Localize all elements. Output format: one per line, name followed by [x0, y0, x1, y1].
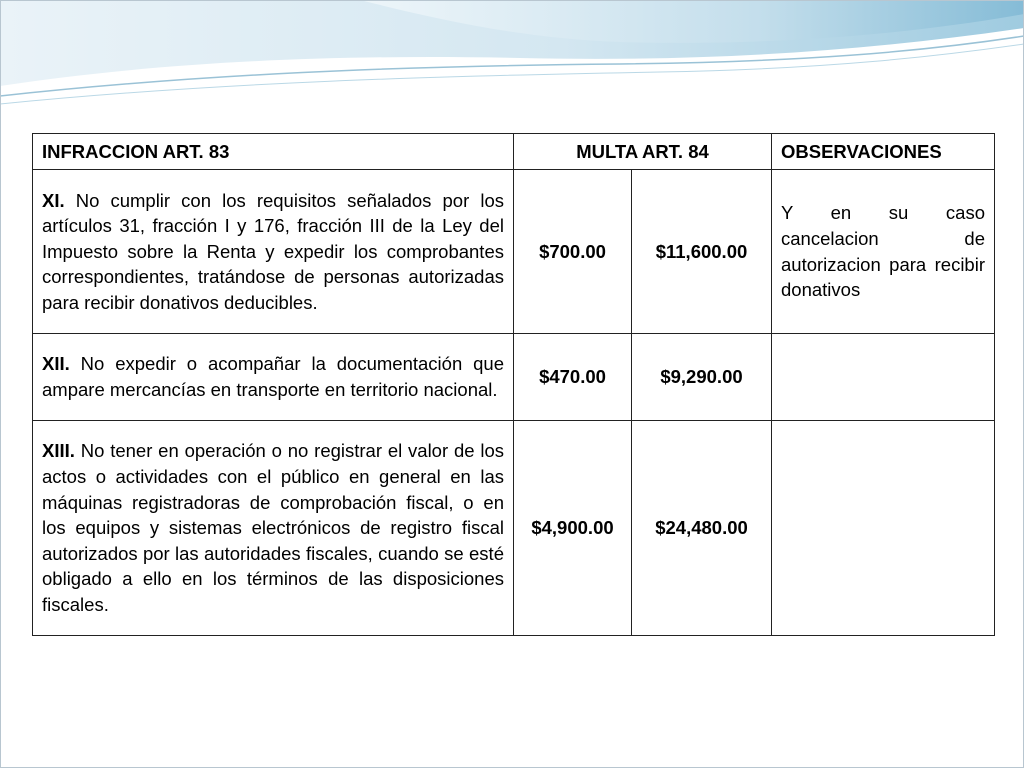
- multa-max: $11,600.00: [632, 170, 772, 334]
- observaciones-cell: Y en su caso cancelacion de autorizacion para recibir donativos: [772, 170, 995, 334]
- infraccion-text: No cumplir con los requisitos señalados por los artículos 31, fracción I y 176, fracción III de la Ley del Impuesto sobre la Renta y expedir los comprobantes correspondientes, tratándose de personas autorizadas para recibir donativos deducibles.: [42, 189, 504, 313]
- table-row: [33, 421, 995, 636]
- table-header-row: [33, 134, 995, 170]
- fines-table: [32, 133, 995, 636]
- multa-min: $470.00: [514, 334, 632, 421]
- wave-header-decoration: [0, 0, 1024, 120]
- infraccion-text: No expedir o acompañar la documentación que ampare mercancías en transporte en territorio nacional.: [42, 353, 504, 400]
- fraction-number: XII.: [42, 353, 70, 375]
- fraction-number: XIII.: [42, 440, 75, 462]
- table-row: [33, 334, 995, 421]
- header-infraccion: INFRACCION ART. 83: [33, 134, 514, 170]
- infraccion-cell: [33, 170, 514, 334]
- infraccion-cell: [33, 334, 514, 421]
- header-observaciones: OBSERVACIONES: [772, 134, 995, 170]
- observaciones-cell: [772, 421, 995, 636]
- multa-max: $24,480.00: [632, 421, 772, 636]
- infraccion-cell: [33, 421, 514, 636]
- table-row: [33, 170, 995, 334]
- multa-min: $4,900.00: [514, 421, 632, 636]
- header-multa: MULTA ART. 84: [514, 134, 772, 170]
- fraction-number: XI.: [42, 189, 65, 211]
- multa-min: $700.00: [514, 170, 632, 334]
- infraccion-text: No tener en operación o no registrar el valor de los actos o actividades con el público en general en las máquinas registradoras de comprobación fiscal, o en los equipos y sistemas electrónicos de registro fiscal autorizados por las autoridades fiscales, cuando se esté obligado a ello en los términos de las disposiciones fiscales.: [42, 440, 504, 615]
- multa-max: $9,290.00: [632, 334, 772, 421]
- observaciones-cell: [772, 334, 995, 421]
